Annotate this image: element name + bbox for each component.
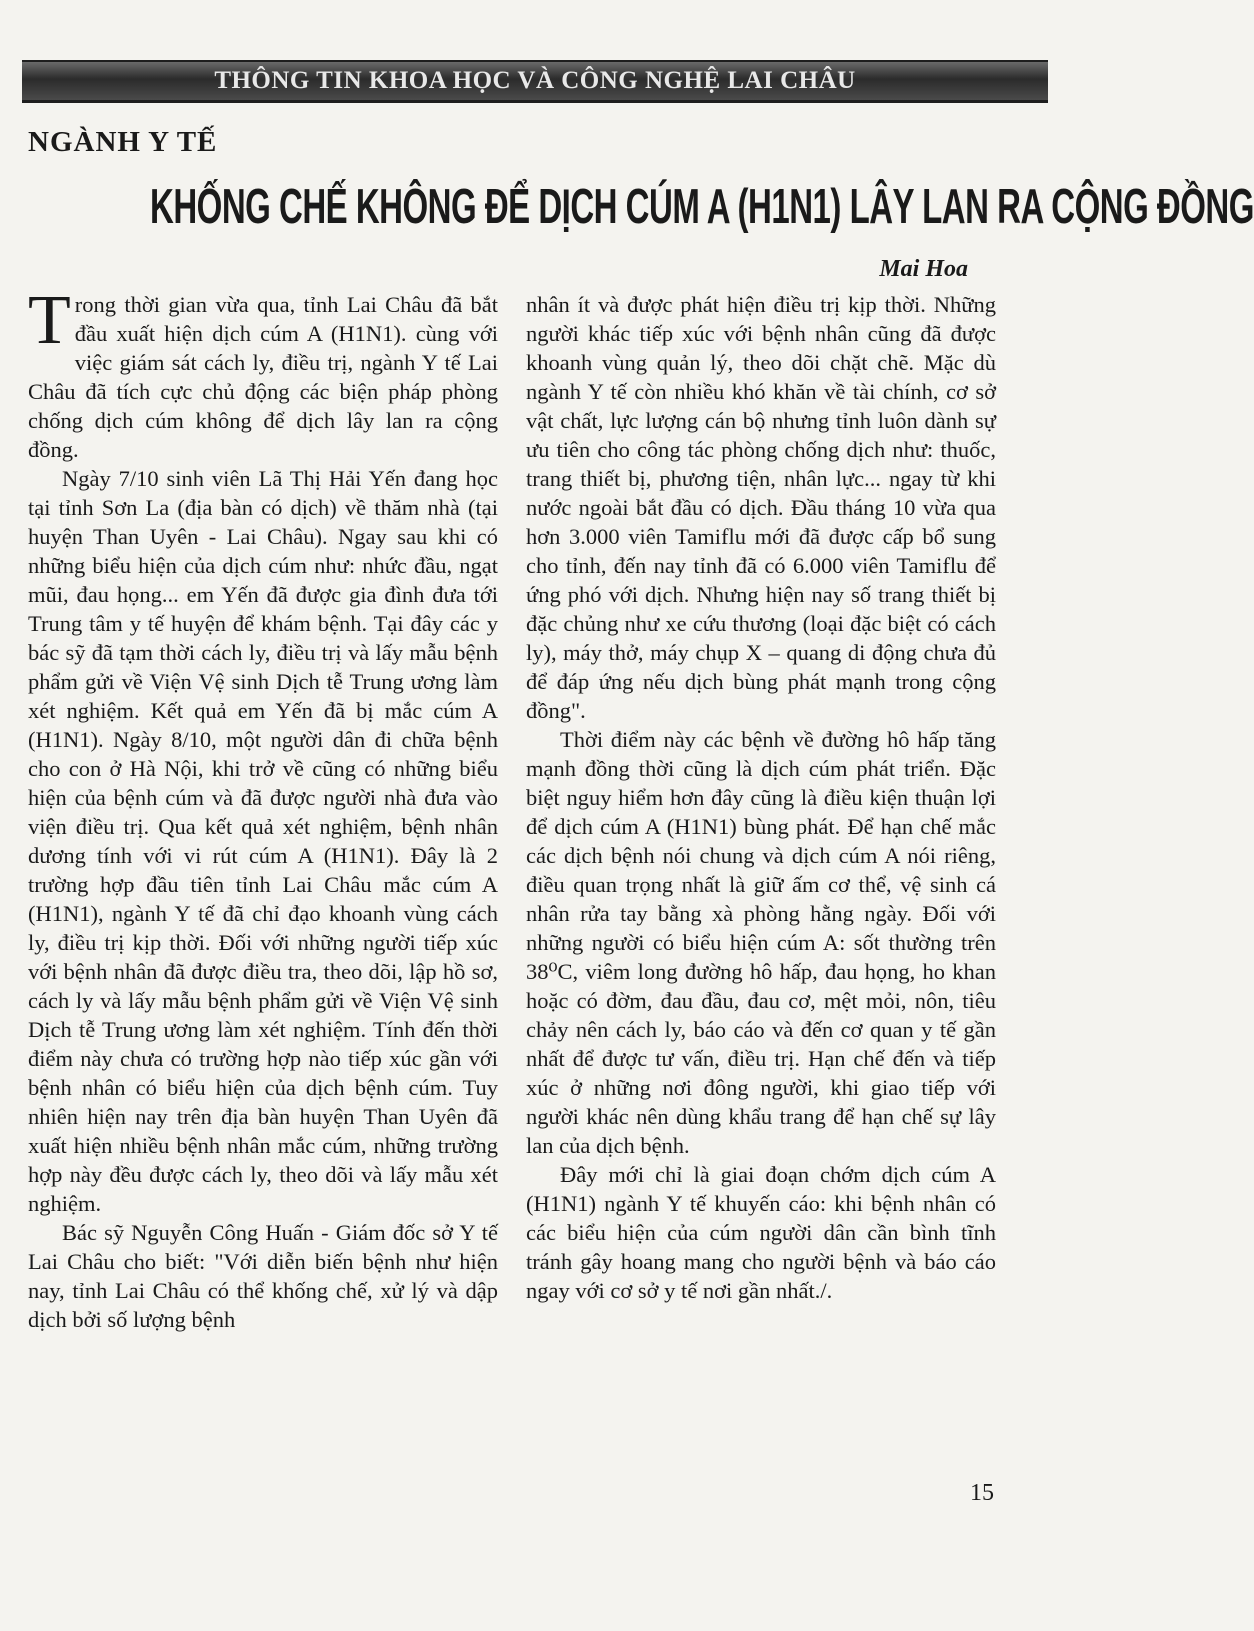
paragraph: Đây mới chỉ là giai đoạn chớm dịch cúm A (H1N1) ngành Y tế khuyến cáo: khi bệnh nhân có các biểu hiện của cúm người dân cần bình tĩnh tránh gây hoang mang cho người bệnh và báo cáo ngay với cơ sở y tế nơi gần nhất./. xyxy=(526,1162,996,1303)
drop-cap: T xyxy=(28,282,71,359)
paragraph: nhân ít và được phát hiện điều trị kịp thời. Những người khác tiếp xúc với bệnh nhân cũng đã được khoanh vùng quản lý, theo dõi chặt chẽ. Mặc dù ngành Y tế còn nhiều khó khăn về tài chính, cơ sở vật chất, lực lượng cán bộ nhưng tỉnh luôn dành sự ưu tiên cho công tác phòng chống dịch như: thuốc, trang thiết bị, phương tiện, nhân lực... ngay từ khi nước ngoài bắt đầu có dịch. Đầu tháng 10 vừa qua hơn 3.000 viên Tamiflu mới đã được cấp bổ sung cho tỉnh, đến nay tỉnh đã có 6.000 viên Tamiflu để ứng phó với dịch. Nhưng hiện nay số trang thiết bị đặc chủng như xe cứu thương (loại đặc biệt có cách ly), máy thở, máy chụp X – quang di động chưa đủ để đáp ứng nếu dịch bùng phát mạnh trong cộng đồng". xyxy=(526,292,996,723)
left-column xyxy=(28,282,498,1334)
paragraph: Ngày 7/10 sinh viên Lã Thị Hải Yến đang học tại tỉnh Sơn La (địa bàn có dịch) về thăm nhà (tại huyện Than Uyên - Lai Châu). Ngay sau khi có những biểu hiện của dịch cúm như: nhức đầu, ngạt mũi, đau họng... em Yến đã được gia đình đưa tới Trung tâm y tế huyện để khám bệnh. Tại đây các y bác sỹ đã tạm thời cách ly, điều trị và lấy mẫu bệnh phẩm gửi về Viện Vệ sinh Dịch tễ Trung ương làm xét nghiệm. Kết quả em Yến đã bị mắc cúm A (H1N1). Ngày 8/10, một người dân đi chữa bệnh cho con ở Hà Nội, khi trở về cũng có những biểu hiện của bệnh cúm và đã được người nhà đưa vào viện điều trị. Qua kết quả xét nghiệm, bệnh nhân dương tính với vi rút cúm A (H1N1). Đây là 2 trường hợp đầu tiên tỉnh Lai Châu mắc cúm A (H1N1), ngành Y tế đã chỉ đạo khoanh vùng cách ly, điều trị kịp thời. Đối với những người tiếp xúc với bệnh nhân đã được điều tra, theo dõi, lập hồ sơ, cách ly và lấy mẫu bệnh phẩm gửi về Viện Vệ sinh Dịch tễ Trung ương làm xét nghiệm. Tính đến thời điểm này chưa có trường hợp nào tiếp xúc gần với bệnh nhân có biểu hiện của dịch bệnh cúm. Tuy nhiên hiện nay trên địa bàn huyện Than Uyên đã xuất hiện nhiều bệnh nhân mắc cúm, những trường hợp này đều được cách ly, theo dõi và lấy mẫu xét nghiệm. xyxy=(28,466,498,1216)
header-banner xyxy=(22,60,1048,103)
paragraph: Bác sỹ Nguyễn Công Huấn - Giám đốc sở Y tế Lai Châu cho biết: "Với diễn biến bệnh như hiện nay, tỉnh Lai Châu có thể khống chế, xử lý và dập dịch bởi số lượng bệnh xyxy=(28,1220,498,1332)
article-title: KHỐNG CHẾ KHÔNG ĐỂ DỊCH CÚM A (H1N1) LÂY LAN RA CỘNG ĐỒNG xyxy=(150,178,1254,234)
paragraph: Thời điểm này các bệnh về đường hô hấp tăng mạnh đồng thời cũng là dịch cúm phát triển. Đặc biệt nguy hiểm hơn đây cũng là điều kiện thuận lợi để dịch cúm A (H1N1) bùng phát. Để hạn chế mắc các dịch bệnh nói chung và dịch cúm A nói riêng, điều quan trọng nhất là giữ ấm cơ thể, vệ sinh cá nhân rửa tay bằng xà phòng hằng ngày. Đối với những người có biểu hiện cúm A: sốt thường trên 38⁰C, viêm long đường hô hấp, đau họng, ho khan hoặc có đờm, đau đầu, đau cơ, mệt mỏi, nôn, tiêu chảy nên cách ly, báo cáo và đến cơ quan y tế gần nhất để được tư vấn, điều trị. Hạn chế đến và tiếp xúc ở những nơi đông người, khi giao tiếp với người khác nên dùng khẩu trang để hạn chế sự lây lan của dịch bệnh. xyxy=(526,727,996,1158)
section-title: NGÀNH Y TẾ xyxy=(28,126,218,158)
article-author: Mai Hoa xyxy=(879,256,968,282)
paragraph xyxy=(28,282,498,464)
page-number: 15 xyxy=(970,1480,994,1506)
right-column xyxy=(526,290,996,1305)
header-banner-text: THÔNG TIN KHOA HỌC VÀ CÔNG NGHỆ LAI CHÂU xyxy=(214,67,856,94)
paragraph-text: rong thời gian vừa qua, tỉnh Lai Châu đã bắt đầu xuất hiện dịch cúm A (H1N1). cùng với việc giám sát cách ly, điều trị, ngành Y tế Lai Châu đã tích cực chủ động các biện pháp phòng chống dịch cúm không để dịch lây lan ra cộng đồng. xyxy=(28,292,498,462)
